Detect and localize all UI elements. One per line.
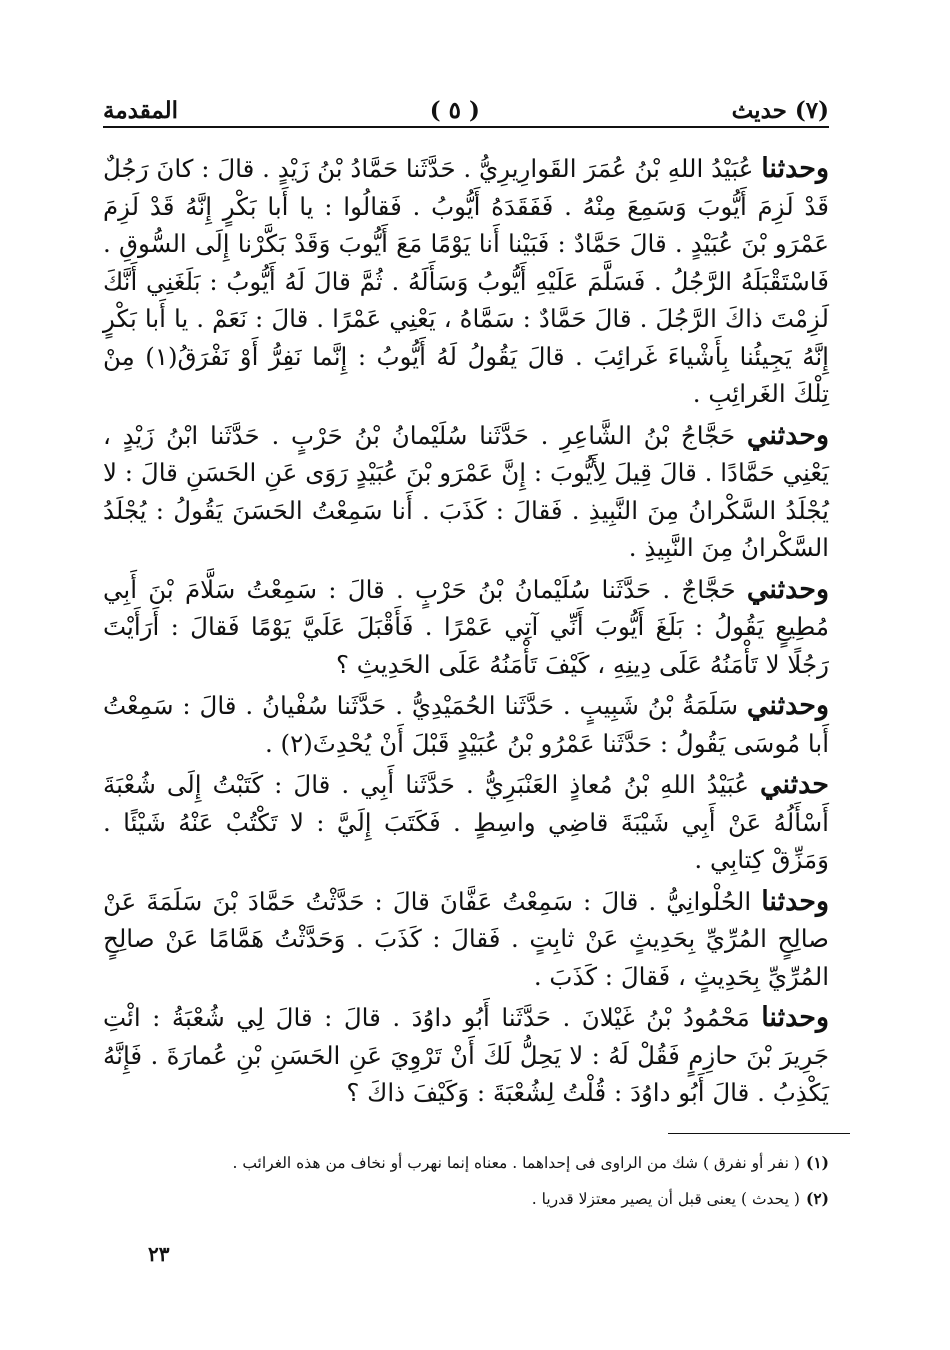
- footnote-text: ( نفر أو نفرق ) شك من الراوى فى إحداهما . معناه إنما نهرب أو نخاف من هذه الغرائب .: [232, 1154, 800, 1172]
- header-rule: [103, 126, 829, 128]
- running-header: [103, 88, 829, 124]
- footnote-rule: [668, 1133, 850, 1134]
- hadith-text: مَحْمُودُ بْنُ غَيْلانَ . حَدَّثَنا أَبُو داوُدَ . قالَ : قالَ لِي شُعْبَةُ : ائْتِ جَرِيرَ بْنَ حازِمٍ فَقُلْ لَهُ : لا يَحِلُّ لَكَ أَنْ تَرْوِيَ عَنِ الحَسَنِ بْنِ عُمارَةَ . فَإِنَّهُ يَكْذِبُ . قالَ أَبُو داوُدَ : قُلْتُ لِشُعْبَةَ : وَكَيْفَ ذاكَ ؟: [103, 1003, 829, 1107]
- hadith-text: حَجَّاجٌ . حَدَّثَنا سُلَيْمانُ بْنُ حَرْبٍ . قالَ : سَمِعْتُ سَلَّامَ بْنَ أَبِي مُطِيعٍ يَقُولُ : بَلَغَ أَيُّوبَ أَنِّي آتِي عَمْرًا . فَأَقْبَلَ عَلَيَّ يَوْمًا فَقالَ : أَرَأَيْتَ رَجُلًا لا تَأْمَنُهُ عَلَى دِينِهِ ، كَيْفَ تَأْمَنُهُ عَلَى الحَدِيثِ ؟: [103, 574, 829, 679]
- narration-lead: حدثني: [759, 769, 829, 800]
- narration-lead: وحدثني: [746, 690, 829, 721]
- hadith-paragraph: [103, 417, 829, 567]
- hadith-paragraph: [103, 883, 829, 996]
- footnote-text: ( يحدث ) يعنى قبل أن يصير معتزلا قدريا .: [531, 1190, 800, 1208]
- hadith-text: الحُلْوانِيُّ . قالَ : سَمِعْتُ عَفَّانَ قالَ : حَدَّثْتُ حَمَّادَ بْنَ سَلَمَةَ عَنْ صالِحٍ المُرِّيِّ بِحَدِيثٍ عَنْ ثابِتٍ . فَقالَ : كَذَبَ . وَحَدَّثْتُ هَمَّامًا عَنْ صالِحٍ المُرِّيِّ بِحَدِيثٍ ، فَقالَ : كَذَبَ .: [103, 886, 829, 991]
- footnote-number: (١): [805, 1153, 829, 1172]
- narration-lead: وحدثنا: [761, 885, 829, 917]
- header-hadith-number: (٧) حديث: [731, 97, 829, 124]
- hadith-paragraph: [103, 766, 829, 879]
- hadith-paragraph: [103, 999, 829, 1112]
- narration-lead: وحدثنا: [761, 153, 829, 184]
- hadith-paragraph: [103, 687, 829, 762]
- narration-lead: وحدثنا: [761, 1002, 829, 1033]
- narration-lead: وحدثني: [746, 573, 829, 605]
- footnote: [103, 1145, 829, 1181]
- main-text: [103, 150, 829, 1112]
- header-chapter-title: المقدمة: [103, 97, 179, 124]
- hadith-text: حَجَّاجُ بْنُ الشَّاعِرِ . حَدَّثَنا سُلَيْمانُ بْنُ حَرْبٍ . حَدَّثَنا ابْنُ زَيْدٍ ، يَعْنِي حَمَّادًا . قالَ قِيلَ لِأَيُّوبَ : إِنَّ عَمْرَو بْنَ عُبَيْدٍ رَوَى عَنِ الحَسَنِ قالَ : لا يُجْلَدُ السَّكْرانُ مِنَ النَّبِيذِ . فَقالَ : كَذَبَ . أَنا سَمِعْتُ الحَسَنَ يَقُولُ : يُجْلَدُ السَّكْرانُ مِنَ النَّبِيذِ .: [103, 420, 829, 562]
- hadith-text: عُبَيْدُ اللهِ بْنُ مُعاذٍ العَنْبَرِيُّ . حَدَّثَنا أَبِي . قالَ : كَتَبْتُ إِلَى شُعْبَةَ أَسْأَلُهُ عَنْ أَبِي شَيْبَةَ قاضِي واسِطٍ . فَكَتَبَ إِلَيَّ : لا تَكْتُبْ عَنْهُ شَيْئًا . وَمَزِّقْ كِتابِي .: [103, 770, 829, 874]
- hadith-paragraph: [103, 571, 829, 684]
- footnotes: [103, 1145, 829, 1217]
- hadith-text: سَلَمَةُ بْنُ شَبِيبٍ . حَدَّثَنا الحُمَيْدِيُّ . حَدَّثَنا سُفْيانُ . قالَ : سَمِعْتُ أَبا مُوسَى يَقُولُ : حَدَّثَنا عَمْرُو بْنُ عُبَيْدٍ قَبْلَ أَنْ يُحْدِثَ(٢) .: [103, 691, 829, 758]
- page-number: ٢٣: [148, 1242, 170, 1266]
- hadith-paragraph: [103, 150, 829, 413]
- footnote: [103, 1181, 829, 1217]
- footnote-number: (٢): [805, 1189, 829, 1208]
- hadith-text: عُبَيْدُ اللهِ بْنُ عُمَرَ القَوارِيرِيُّ . حَدَّثَنا حَمَّادُ بْنُ زَيْدٍ . قالَ : كانَ رَجُلٌ قَدْ لَزِمَ أَيُّوبَ وَسَمِعَ مِنْهُ . فَفَقَدَهُ أَيُّوبُ . فَقالُوا : يا أَبا بَكْرٍ إِنَّهُ قَدْ لَزِمَ عَمْرَو بْنَ عُبَيْدٍ . قالَ حَمَّادٌ : فَبَيْنا أَنا يَوْمًا مَعَ أَيُّوبَ وَقَدْ بَكَّرْنا إِلَى السُّوقِ . فَاسْتَقْبَلَهُ الرَّجُلُ . فَسَلَّمَ عَلَيْهِ أَيُّوبُ وَسَأَلَهُ . ثُمَّ قالَ لَهُ أَيُّوبُ : بَلَغَنِي أَنَّكَ لَزِمْتَ ذاكَ الرَّجُلَ . قالَ حَمَّادٌ : سَمَّاهُ ، يَعْنِي عَمْرًا . قالَ : نَعَمْ . يا أَبا بَكْرٍ إِنَّهُ يَجِيئُنا بِأَشْياءَ غَرائِبَ . قالَ يَقُولُ لَهُ أَيُّوبُ : إِنَّما نَفِرُّ أَوْ نَفْرَقُ(١) مِنْ تِلْكَ الغَرائِبِ .: [103, 154, 829, 408]
- narration-lead: وحدثني: [746, 419, 829, 451]
- header-section-number: ( ٥ ): [429, 97, 480, 124]
